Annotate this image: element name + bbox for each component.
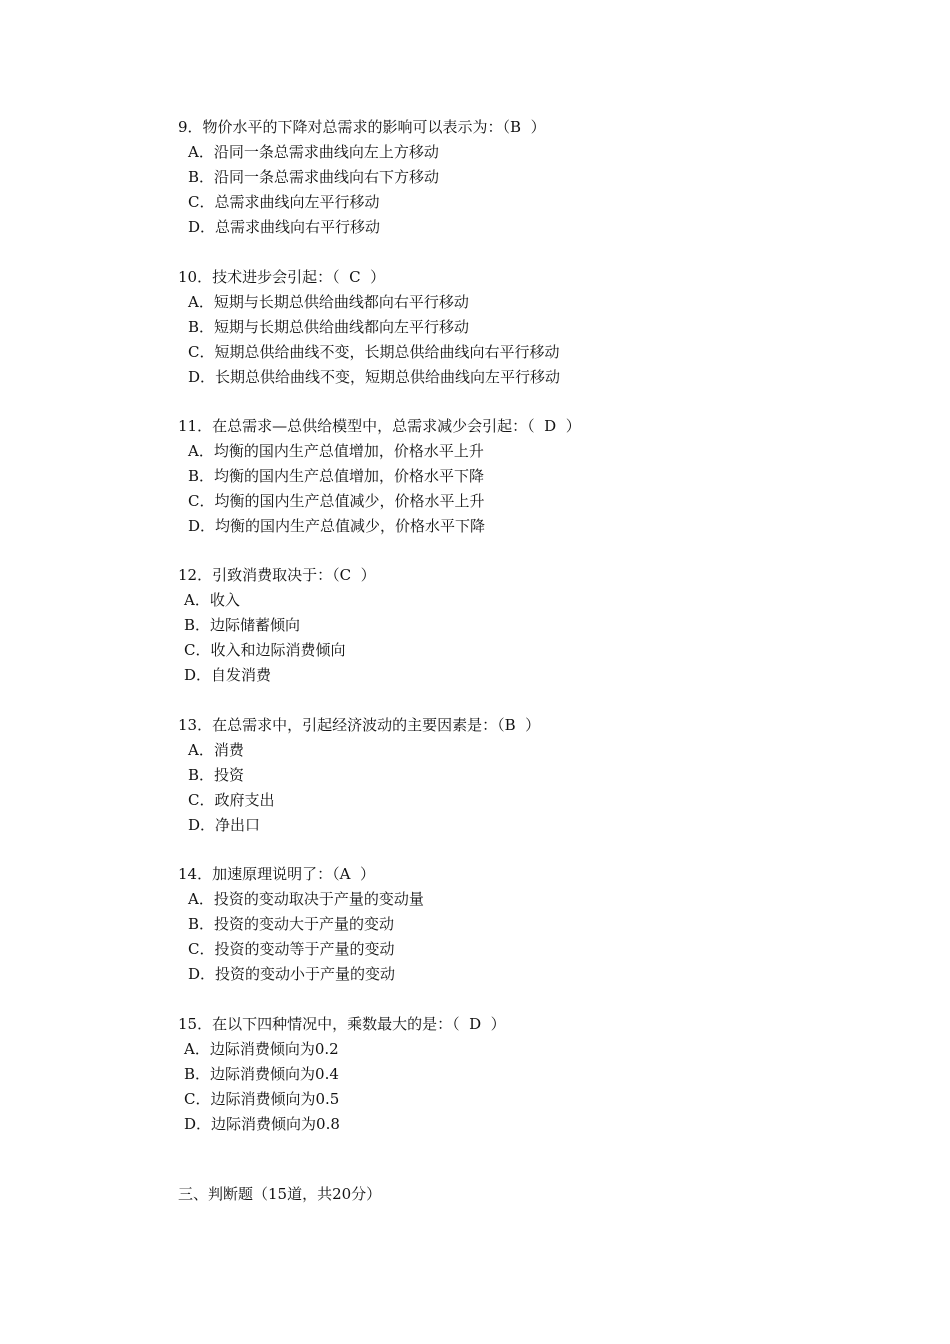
option-a: A．均衡的国内生产总值增加，价格水平上升 bbox=[188, 442, 484, 460]
question-stem: 13．在总需求中，引起经济波动的主要因素是：（B ） bbox=[178, 716, 541, 734]
question-stem: 10．技术进步会引起：（ C ） bbox=[178, 268, 386, 286]
option-a: A．消费 bbox=[188, 741, 244, 759]
question-15 bbox=[178, 1012, 798, 1137]
option-b: B．边际消费倾向为0.4 bbox=[184, 1065, 339, 1083]
option-a: A．短期与长期总供给曲线都向右平行移动 bbox=[188, 293, 469, 311]
question-stem: 9．物价水平的下降对总需求的影响可以表示为：（B ） bbox=[178, 118, 546, 136]
option-b: B．投资 bbox=[188, 766, 245, 784]
option-a: A．收入 bbox=[184, 591, 240, 609]
option-c: C．政府支出 bbox=[188, 791, 275, 809]
option-b: B．边际储蓄倾向 bbox=[184, 616, 301, 634]
question-13 bbox=[178, 713, 798, 838]
question-14 bbox=[178, 862, 798, 987]
option-a: A．投资的变动取决于产量的变动量 bbox=[188, 890, 424, 908]
question-10 bbox=[178, 265, 798, 390]
question-9 bbox=[178, 115, 798, 240]
question-stem: 14．加速原理说明了：（A ） bbox=[178, 865, 375, 883]
option-a: A．沿同一条总需求曲线向左上方移动 bbox=[188, 143, 439, 161]
option-a: A．边际消费倾向为0.2 bbox=[184, 1040, 339, 1058]
option-c: C．均衡的国内生产总值减少，价格水平上升 bbox=[188, 492, 485, 510]
option-d: D．长期总供给曲线不变，短期总供给曲线向左平行移动 bbox=[188, 368, 561, 386]
question-11 bbox=[178, 414, 798, 539]
option-b: B．投资的变动大于产量的变动 bbox=[188, 915, 395, 933]
option-c: C．边际消费倾向为0.5 bbox=[184, 1090, 340, 1108]
option-d: D．净出口 bbox=[188, 816, 261, 834]
option-c: C．收入和边际消费倾向 bbox=[184, 641, 346, 659]
question-stem: 12．引致消费取决于：（C ） bbox=[178, 566, 376, 584]
option-b: B．短期与长期总供给曲线都向左平行移动 bbox=[188, 318, 470, 336]
option-c: C．投资的变动等于产量的变动 bbox=[188, 940, 395, 958]
question-12 bbox=[178, 563, 798, 688]
option-c: C．总需求曲线向左平行移动 bbox=[188, 193, 380, 211]
option-c: C．短期总供给曲线不变，长期总供给曲线向右平行移动 bbox=[188, 343, 560, 361]
option-d: D．总需求曲线向右平行移动 bbox=[188, 218, 381, 236]
question-stem: 15．在以下四种情况中，乘数最大的是：（ D ） bbox=[178, 1015, 506, 1033]
option-d: D．均衡的国内生产总值减少，价格水平下降 bbox=[188, 517, 486, 535]
option-b: B．沿同一条总需求曲线向右下方移动 bbox=[188, 168, 440, 186]
option-d: D．投资的变动小于产量的变动 bbox=[188, 965, 396, 983]
section-title-true-false: 三、判断题（15道，共20分） bbox=[178, 1185, 382, 1203]
question-stem: 11．在总需求—总供给模型中，总需求减少会引起：（ D ） bbox=[178, 417, 581, 435]
option-d: D．自发消费 bbox=[184, 666, 272, 684]
option-d: D．边际消费倾向为0.8 bbox=[184, 1115, 340, 1133]
option-b: B．均衡的国内生产总值增加，价格水平下降 bbox=[188, 467, 485, 485]
